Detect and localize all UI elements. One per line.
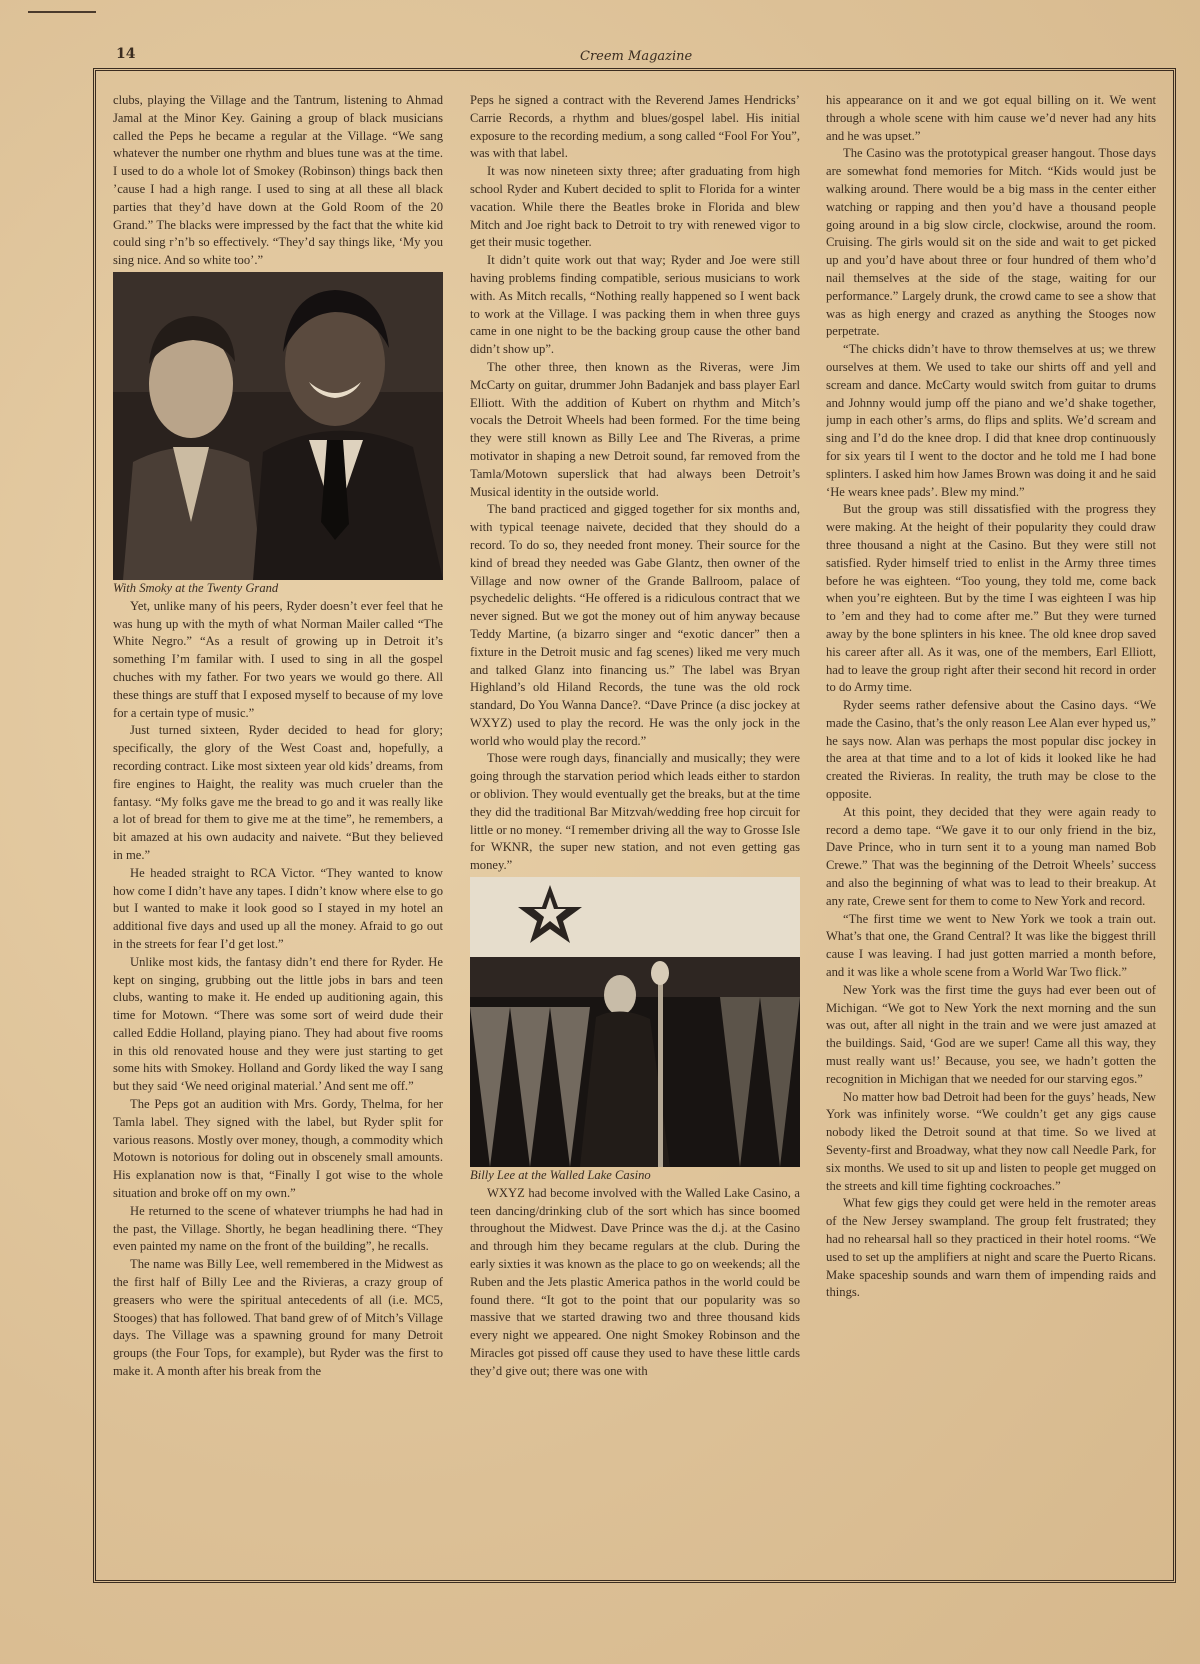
photo-illustration: [113, 272, 443, 580]
paragraph: It didn’t quite work out that way; Ryder and Joe were still having problems finding compatible, serious musicians to work with. As Mitch recalls, “Nothing really happened so I went back to work at the Village. I was packing them in when three guys came in one night to be the backing group cause the other band didn’t show up”.: [470, 253, 800, 357]
paragraph: Yet, unlike many of his peers, Ryder doesn’t ever feel that he was hung up with the myth of what Norman Mailer called “The White Negro.” “As a result of growing up in Detroit it’s something I’m familar with. I used to sing in all the gospel chuches with my father. For two years we would go there. All these things are stuff that I exposed myself to because of my love for a certain type of music.”: [113, 598, 443, 720]
paragraph: clubs, playing the Village and the Tantrum, listening to Ahmad Jamal at the Minor Key. Gaining a group of black musicians called the Peps he became a regular at the Village. “We sang whatever the number one rhythm and blues tune was at the time. I used to do a whole lot of Smokey (Robinson) things back then ’cause I had a high range. I used to sing at all these all black parties that they’d have down at the Gold Room of the 20 Grand.” The blacks were impressed by the fact that the white kid could sing r’n’b so effectively. “They’d say things like, ‘My you sing nice. And so white too’.”: [113, 93, 443, 268]
photo-illustration: [470, 877, 800, 1167]
paragraph: The band practiced and gigged together for six months and, with typical teenage naivete, decided that they should do a record. To do so, they needed front money. Their source for the kind of bread they needed was Gabe Glantz, then owner of the Village and now owner of the Grande Ballroom, palace of psychedelic delights. “He offered is a ridiculous contract that we never signed. But we got the money out of him anyway because Teddy Martine, (a bizarro singer and “exotic dancer” then a fixture in the Detroit music and fag scenes) liked me very much and talked Glanz into financing us.” The label was Bryan Highland’s old Hiland Records, the tune was the old rock standard, Do You Wanna Dance?. “Dave Prince (a disc jockey at WXYZ) used to play the record. He was the only jock in the world who would play the record.”: [470, 502, 800, 748]
paragraph: Just turned sixteen, Ryder decided to head for glory; specifically, the glory of the West Coast and, hopefully, a recording contract. Like most sixteen year old kids’ dreams, from fire engines to Haight, the reality was much crueler than the fantasy. “My folks gave me the bread to go and it was really like a lot of bread for them to give me at the time”, he remembers, a bit amazed at his own audacity and naivete. “But they believed in me.”: [113, 723, 443, 862]
paragraph: Ryder seems rather defensive about the Casino days. “We made the Casino, that’s the only reason Lee Alan ever hyped us,” he says now. Alan was perhaps the most popular disc jockey in the area at that time and to a lot of kids it looked like he had created the Rivieras. In reality, the truth may be close to the opposite.: [826, 698, 1156, 802]
paragraph: He headed straight to RCA Victor. “They wanted to know how come I didn’t have any tapes. I didn’t know where else to go but I wanted to make it look good so I stayed in my hotel an additional five days and used up all the money. Afraid to go out in the streets for fear I’d get lost.”: [113, 865, 443, 951]
paragraph: New York was the first time the guys had ever been out of Michigan. “We got to New York the next morning and the sun was out, after all night in the train and we were just amazed at the buildings. Said, ‘God are we super! Came all this way, they must really want us!’ Because, you see, we hadn’t gotten the recognition in Michigan that we needed for our starving egos.”: [826, 982, 1156, 1086]
paragraph: The other three, then known as the Riveras, were Jim McCarty on guitar, drummer John Badanjek and bass player Earl Elliott. With the addition of Kubert on rhythm and Mitch’s vocals the Detroit Wheels had been formed. For the time being they were still known as Billy Lee and The Riveras, a prime motivator in shaping a new Detroit sound, far removed from the Tamla/Motown superslick that had always been Detroit’s Musical identity in the outside world.: [470, 359, 800, 499]
paragraph: What few gigs they could get were held in the remoter areas of the New Jersey swampland. The group felt frustrated; they had no rehearsal hall so they practiced in their hotel rooms. “We used to set up the amplifiers at night and scare the Puerto Ricans. Make spaceship sounds and warn them of impending raids and things.: [826, 1196, 1156, 1300]
paragraph: “The chicks didn’t have to throw themselves at us; we threw ourselves at them. We used to take our shirts off and yell and scream and dance. McCarty would switch from guitar to drums and Johnny would jump off the piano and we’d shake together, jump in each other’s arms, do flips and splits. We’d scream and sing and I’d do the knee drop. I did that knee drop continuously for six years til I went to the doctor and he told me I had bone splinters. I asked him how James Brown was doing it and he said ‘He wears knee pads’. Blew my mind.”: [826, 342, 1156, 499]
paragraph: Peps he signed a contract with the Reverend James Hendricks’ Carrie Records, a rhythm and blues/gospel label. His initial exposure to the recording medium, a song called “Fool For You”, was with that label.: [470, 93, 800, 161]
paragraph: WXYZ had become involved with the Walled Lake Casino, a teen dancing/drinking club of the sort which has since boomed throughout the Midwest. Dave Prince was the d.j. at the Casino and through him they became regulars at the club. During the early sixties it was known as the place to go on weekends; all the Ruben and the Jets plastic America pathos in the world could be found there. “It got to the point that our popularity was so massive that we started drawing two and three thousand kids every night we appeared. One night Smokey Robinson and the Miracles got pissed off cause they used to have these little cards they’d give out; there was one with: [470, 1185, 800, 1378]
page-number: 14: [116, 46, 136, 62]
paragraph: his appearance on it and we got equal billing on it. We went through a whole scene with him cause we’d never had any hits and he was upset.”: [826, 93, 1156, 143]
article-column-2: [470, 92, 800, 1572]
paragraph: The Casino was the prototypical greaser hangout. Those days are somewhat fond memories for Mitch. “Kids would just be walking around. There would be a big mass in the center either watching or rapping and then you’d have a thousand people going around in a big slow circle, clockwise, around the room. Cruising. The girls would sit on the side and wait to get picked up and you’d have about three or four hundred of them who’d nail themselves at the side of the stage, waiting for our performance.” Largely drunk, the crowd came to see a show that was as high energy and crazed as anything the Stooges now perpetrate.: [826, 146, 1156, 339]
photo-walled-lake-casino: [470, 877, 800, 1167]
paragraph: But the group was still dissatisfied with the progress they were making. At the height of their popularity they could draw three thousand a night at the Casino. But they were still not satisfied. Ryder himself tried to enlist in the Army three times before he was eighteen. “Too young, they told me, come back when you’re eighteen. But by the time I was eighteen I was hip to ’em and they had to come after me.” But they were turned away by the bone splinters in his knee. The old knee drop saved his career after all. As it was, one of the members, Earl Elliott, had to leave the group right after their second hit record in order to do Army time.: [826, 502, 1156, 695]
paragraph: He returned to the scene of whatever triumphs he had had in the past, the Village. Shortly, he began headlining there. “They even painted my name on the front of the building”, he recalls.: [113, 1203, 443, 1254]
article-column-3: [826, 92, 1156, 1572]
photo-smoky-twenty-grand: [113, 272, 443, 580]
paragraph: The name was Billy Lee, well remembered in the Midwest as the first half of Billy Lee and the Rivieras, a crazy group of greasers who were the spiritual antecedents of all (i.e. MC5, Stooges) that has followed. That band grew of of Mitch’s Village days. The Village was a spawning ground for many Detroit groups (the Four Tops, for example), but Ryder was the first to make it. A month after his break from the: [113, 1257, 443, 1379]
publication-name: Creem Magazine: [580, 49, 693, 64]
article-column-1: [113, 92, 443, 1572]
paragraph: “The first time we went to New York we took a train out. What’s that one, the Grand Central? It was like the biggest thrill cause I was leaving. I had just gotten married a month before, and it was like a whole scene from a World War Two flick.”: [826, 911, 1156, 980]
top-rule: [28, 11, 96, 13]
paragraph: Those were rough days, financially and musically; they were going through the starvation period which leads either to stardon or oblivion. They would eventually get the breaks, but at the time they did the traditional Bar Mitzvah/wedding free hop circuit for little or no money. “I remember driving all the way to Grosse Isle for WKNR, the super new station, and not even getting gas money.”: [470, 751, 800, 873]
paragraph: Unlike most kids, the fantasy didn’t end there for Ryder. He kept on singing, grubbing out the little jobs in bars and teen clubs, wanting to make it. He ended up auditioning again, this time for Motown. “There was some sort of weird dude their called Eddie Holland, playing piano. They had about five rooms in this old renovated house and they were just starting to get some hits with Smokey. Holland and Gordy liked the way I sang but they said ‘We need original material.’ And sent me off.”: [113, 954, 443, 1094]
paragraph: At this point, they decided that they were again ready to record a demo tape. “We gave it to our only friend in the biz, Dave Prince, who in turn sent it to a young man named Bob Crewe.” That was the beginning of the Detroit Wheels’ success and also the beginning of what was to lead to their breakup. At any rate, Crewe sent for them to come to New York and record.: [826, 804, 1156, 908]
paragraph: It was now nineteen sixty three; after graduating from high school Ryder and Kubert decided to split to Florida for a winter vacation. While there the Beatles broke in Florida and blew Mitch and Joe right back to Detroit to try with renewed vigor to get their music together.: [470, 164, 800, 250]
paragraph: No matter how bad Detroit had been for the guys’ heads, New York was infinitely worse. “We couldn’t get any gigs cause nobody liked the Detroit sound at that time. So we lived at Seventy-first and Broadway, what they now call Needle Park, for six months. We used to sit up and listen to people get mugged on the streets and kill time fighting cockroaches.”: [826, 1089, 1156, 1193]
paragraph: The Peps got an audition with Mrs. Gordy, Thelma, for her Tamla label. They signed with the label, but Ryder split for various reasons. Mostly over money, though, a commodity which Motown is notorious for doling out in obscenely small amounts. His explanation now is that, “Finally I got wise to the whole situation and broke off on my own.”: [113, 1097, 443, 1201]
photo-caption: Billy Lee at the Walled Lake Casino: [470, 1168, 651, 1183]
photo-caption: With Smoky at the Twenty Grand: [113, 580, 279, 595]
